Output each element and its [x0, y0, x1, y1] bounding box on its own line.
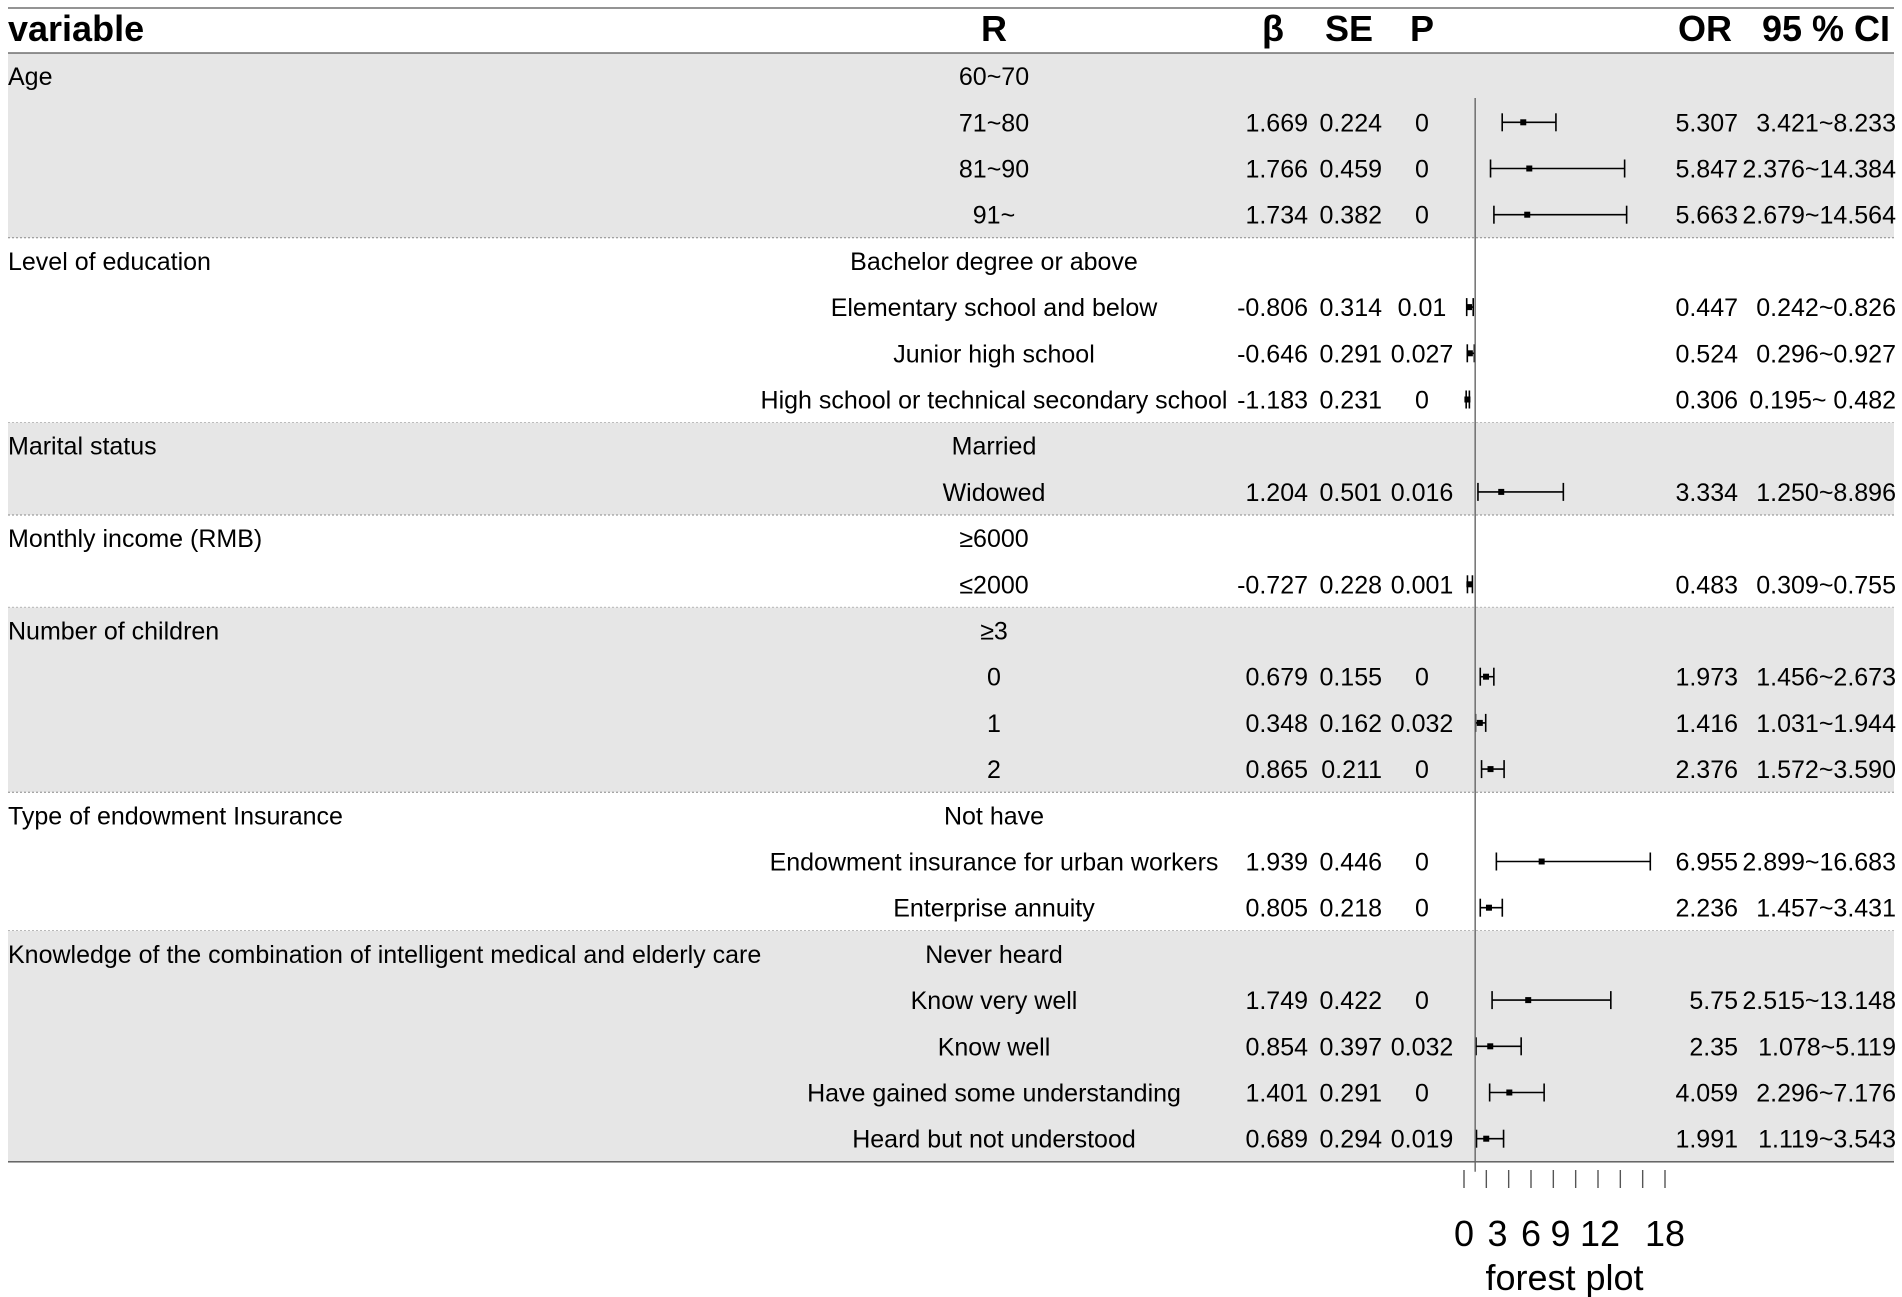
beta-value: 1.401	[1245, 1079, 1308, 1108]
or-point	[1466, 581, 1472, 587]
reference-level: Heard but not understood	[852, 1125, 1136, 1154]
reference-level: Junior high school	[893, 340, 1095, 369]
or-point	[1483, 674, 1489, 680]
header-ci: 95 % CI	[1761, 8, 1890, 49]
variable-label: Level of education	[8, 247, 211, 276]
or-value: 0.524	[1675, 340, 1738, 369]
tick-label: 0	[1453, 1213, 1475, 1254]
se-value: 0.291	[1319, 340, 1382, 369]
p-value: 0.027	[1390, 340, 1454, 369]
or-point	[1525, 997, 1531, 1003]
reference-level: Enterprise annuity	[893, 894, 1095, 923]
table-header	[8, 8, 1894, 53]
ci-value: 1.250~8.896	[1756, 478, 1896, 507]
beta-value: 0.689	[1245, 1125, 1308, 1154]
or-value: 5.75	[1689, 987, 1738, 1016]
reference-level: Elementary school and below	[830, 294, 1158, 323]
se-value: 0.501	[1319, 478, 1382, 507]
p-value: 0	[1415, 987, 1429, 1016]
or-value: 1.991	[1675, 1125, 1738, 1154]
group-band	[8, 607, 1894, 792]
se-value: 0.446	[1319, 848, 1382, 877]
header-variable: variable	[8, 8, 145, 49]
se-value: 0.397	[1319, 1033, 1382, 1062]
reference-level: 0	[987, 663, 1001, 692]
tick-label: 3	[1487, 1213, 1508, 1254]
p-value: 0	[1415, 109, 1429, 138]
x-axis-label: forest plot	[1485, 1257, 1644, 1297]
se-value: 0.162	[1319, 709, 1382, 738]
tick-label: 12	[1579, 1213, 1621, 1254]
p-value: 0.001	[1390, 571, 1454, 600]
ci-value: 1.572~3.590	[1756, 756, 1896, 785]
reference-level: Never heard	[925, 940, 1063, 969]
reference-level: Know well	[937, 1033, 1051, 1062]
ci-value: 0.195~ 0.482	[1749, 386, 1896, 415]
reference-level: Have gained some understanding	[807, 1079, 1181, 1108]
variable-label: Age	[8, 63, 53, 92]
or-value: 5.847	[1675, 155, 1738, 184]
p-value: 0	[1415, 756, 1429, 785]
beta-value: -0.646	[1237, 340, 1308, 369]
beta-value: 0.679	[1245, 663, 1308, 692]
ci-value: 2.899~16.683	[1742, 848, 1896, 877]
se-value: 0.228	[1319, 571, 1382, 600]
reference-level: Endowment insurance for urban workers	[769, 848, 1219, 877]
se-value: 0.314	[1319, 294, 1382, 323]
or-point	[1486, 905, 1492, 911]
reference-level: 60~70	[958, 63, 1030, 92]
beta-value: 1.766	[1245, 155, 1308, 184]
or-value: 2.236	[1675, 894, 1738, 923]
tick-label: 18	[1644, 1213, 1686, 1254]
p-value: 0.016	[1390, 478, 1454, 507]
or-value: 5.663	[1675, 201, 1738, 230]
p-value: 0	[1415, 1079, 1429, 1108]
or-value: 1.973	[1675, 663, 1738, 692]
se-value: 0.231	[1319, 386, 1382, 415]
reference-level: 71~80	[958, 109, 1030, 138]
ci-value: 0.242~0.826	[1756, 294, 1896, 323]
tick-label: 9	[1550, 1213, 1571, 1254]
or-value: 2.376	[1675, 756, 1738, 785]
beta-value: 1.204	[1245, 478, 1308, 507]
reference-level: Know very well	[910, 987, 1078, 1016]
or-point	[1524, 212, 1530, 218]
beta-value: 0.865	[1245, 756, 1308, 785]
or-value: 6.955	[1675, 848, 1738, 877]
or-point	[1488, 766, 1494, 772]
se-value: 0.155	[1319, 663, 1382, 692]
variable-label: Marital status	[8, 432, 157, 461]
or-point	[1520, 119, 1526, 125]
variable-label: Type of endowment Insurance	[8, 802, 343, 831]
beta-value: 1.939	[1245, 848, 1308, 877]
variable-label: Number of children	[8, 617, 220, 646]
p-value: 0.032	[1390, 1033, 1454, 1062]
forest-axis	[1454, 1170, 1685, 1297]
se-value: 0.422	[1319, 987, 1382, 1016]
tick-label: 6	[1520, 1213, 1542, 1254]
se-value: 0.218	[1319, 894, 1382, 923]
or-value: 0.306	[1675, 386, 1738, 415]
reference-level: Not have	[943, 802, 1045, 831]
beta-value: -1.183	[1237, 386, 1308, 415]
p-value: 0	[1415, 201, 1429, 230]
reference-level: 91~	[972, 201, 1016, 230]
ci-value: 0.309~0.755	[1756, 571, 1896, 600]
reference-level: 1	[987, 709, 1001, 738]
or-value: 1.416	[1675, 709, 1738, 738]
beta-value: -0.727	[1237, 571, 1308, 600]
or-point	[1506, 1090, 1512, 1096]
p-value: 0.019	[1390, 1125, 1454, 1154]
header-or: OR	[1678, 8, 1732, 49]
beta-value: 0.854	[1245, 1033, 1308, 1062]
reference-level: ≥3	[980, 617, 1008, 646]
or-point	[1466, 304, 1472, 310]
or-value: 0.447	[1675, 294, 1738, 323]
ci-value: 1.456~2.673	[1756, 663, 1896, 692]
or-point	[1487, 1043, 1493, 1049]
ci-value: 1.119~3.543	[1758, 1125, 1896, 1154]
reference-level: 2	[987, 756, 1001, 785]
or-value: 2.35	[1689, 1033, 1738, 1062]
p-value: 0.032	[1390, 709, 1454, 738]
p-value: 0	[1415, 386, 1429, 415]
or-point	[1498, 489, 1504, 495]
or-point	[1526, 166, 1532, 172]
beta-value: 1.749	[1245, 987, 1308, 1016]
header-beta: β	[1262, 8, 1284, 49]
group-band	[8, 53, 1894, 238]
reference-level: ≥6000	[959, 525, 1029, 554]
se-value: 0.459	[1319, 155, 1382, 184]
ci-value: 1.457~3.431	[1756, 894, 1896, 923]
se-value: 0.224	[1319, 109, 1382, 138]
reference-level: Bachelor degree or above	[850, 247, 1138, 276]
p-value: 0	[1415, 894, 1429, 923]
or-point	[1539, 859, 1545, 865]
header-p: P	[1409, 8, 1435, 49]
beta-value: 1.734	[1245, 201, 1308, 230]
ci-value: 2.515~13.148	[1742, 987, 1896, 1016]
ci-value: 0.296~0.927	[1756, 340, 1896, 369]
or-value: 4.059	[1675, 1079, 1738, 1108]
reference-level: 81~90	[958, 155, 1030, 184]
ci-value: 3.421~8.233	[1756, 109, 1896, 138]
beta-value: 1.669	[1245, 109, 1308, 138]
p-value: 0	[1415, 155, 1429, 184]
or-point	[1467, 350, 1473, 356]
reference-level: High school or technical secondary school	[760, 386, 1228, 415]
header-r: R	[981, 8, 1007, 49]
reference-level: Widowed	[942, 478, 1046, 507]
se-value: 0.291	[1319, 1079, 1382, 1108]
se-value: 0.294	[1319, 1125, 1382, 1154]
ci-value: 1.031~1.944	[1756, 709, 1896, 738]
p-value: 0.01	[1397, 294, 1447, 323]
ci-value: 2.296~7.176	[1756, 1079, 1896, 1108]
p-value: 0	[1415, 848, 1429, 877]
reference-level: Married	[951, 432, 1037, 461]
beta-value: 0.348	[1245, 709, 1308, 738]
p-value: 0	[1415, 663, 1429, 692]
or-point	[1464, 397, 1470, 403]
header-se: SE	[1324, 8, 1374, 49]
reference-level: ≤2000	[959, 571, 1029, 600]
ci-value: 2.376~14.384	[1742, 155, 1896, 184]
beta-value: 0.805	[1245, 894, 1308, 923]
or-value: 0.483	[1675, 571, 1738, 600]
variable-label: Knowledge of the combination of intelligent medical and elderly care	[8, 940, 762, 969]
or-point	[1477, 720, 1483, 726]
or-value: 3.334	[1675, 478, 1738, 507]
ci-value: 2.679~14.564	[1742, 201, 1896, 230]
or-value: 5.307	[1675, 109, 1738, 138]
se-value: 0.211	[1321, 756, 1382, 785]
se-value: 0.382	[1319, 201, 1382, 230]
beta-value: -0.806	[1237, 294, 1308, 323]
variable-label: Monthly income (RMB)	[8, 525, 263, 554]
or-point	[1483, 1136, 1489, 1142]
ci-value: 1.078~5.119	[1758, 1033, 1896, 1062]
